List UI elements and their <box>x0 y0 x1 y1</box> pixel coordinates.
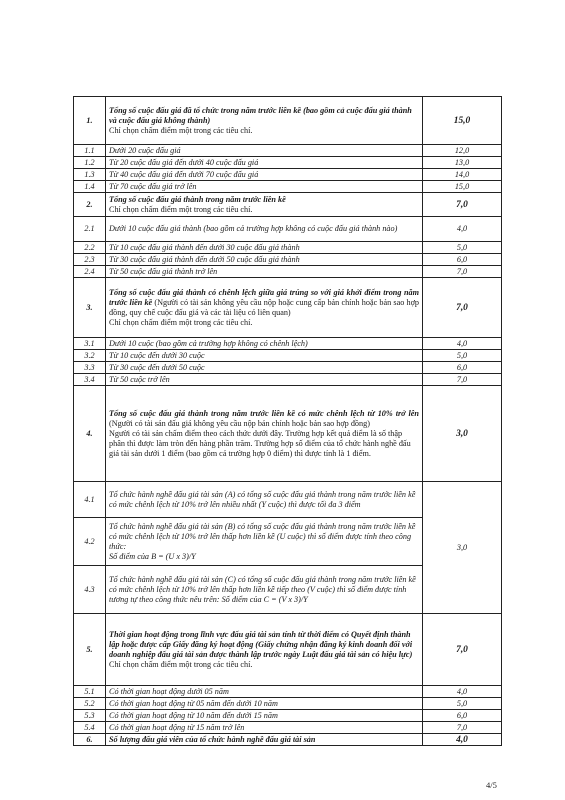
description-text: Dưới 10 cuộc (bao gồm cả trường hợp không có chênh lệch) <box>109 338 308 348</box>
criteria-description <box>106 242 423 254</box>
description-line <box>109 318 419 328</box>
description-line <box>109 363 419 373</box>
criteria-number: 1.4 <box>74 181 106 193</box>
criteria-points: 12,0 <box>423 145 502 157</box>
page-number: 4/5 <box>486 780 497 790</box>
description-text: Dưới 10 cuộc đấu giá thành (bao gồm cả trường hợp không có cuộc đấu giá thành nào) <box>109 224 398 233</box>
criteria-row-sub <box>74 698 502 710</box>
description-text: Chỉ chọn chấm điểm một trong các tiêu chí. <box>109 659 253 669</box>
criteria-row-main <box>74 386 502 482</box>
description-text: Từ 50 cuộc trở lên <box>109 374 170 384</box>
criteria-number: 5.2 <box>74 698 106 710</box>
criteria-points: 4,0 <box>423 217 502 242</box>
description-text: Từ 40 cuộc đấu giá đến dưới 70 cuộc đấu giá <box>109 169 259 179</box>
description-line <box>109 158 419 168</box>
criteria-description <box>106 722 423 734</box>
criteria-points: 6,0 <box>423 710 502 722</box>
criteria-number: 2.2 <box>74 242 106 254</box>
criteria-description <box>106 482 423 518</box>
criteria-number: 5.4 <box>74 722 106 734</box>
criteria-number: 3.1 <box>74 338 106 350</box>
description-line <box>109 195 419 205</box>
criteria-description <box>106 181 423 193</box>
description-text: Từ 30 cuộc đấu giá thành đến dưới 50 cuộc đấu giá thành <box>109 254 300 264</box>
criteria-description <box>106 374 423 386</box>
criteria-points: 4,0 <box>423 338 502 350</box>
criteria-number: 1.3 <box>74 169 106 181</box>
description-line <box>109 170 419 180</box>
description-text: Có thời gian hoạt động từ 10 năm đến dưới 15 năm <box>109 710 278 720</box>
criteria-points: 3,0 <box>423 482 502 614</box>
criteria-number: 4.2 <box>74 518 106 566</box>
criteria-description <box>106 278 423 338</box>
description-line <box>109 660 419 670</box>
description-text: Chỉ chọn chấm điểm một trong các tiêu chí. <box>109 204 253 214</box>
description-text: Tổng số cuộc đấu giá thành trong năm trước liền kề có mức chênh lệch từ 10% trở lên <box>109 408 419 418</box>
description-line <box>109 224 419 234</box>
criteria-description <box>106 566 423 614</box>
criteria-row-sub <box>74 482 502 518</box>
criteria-description <box>106 193 423 217</box>
criteria-description <box>106 254 423 266</box>
criteria-description <box>106 362 423 374</box>
criteria-table-body <box>74 97 502 746</box>
criteria-row-sub <box>74 145 502 157</box>
description-text: Có thời gian hoạt động từ 15 năm trở lên <box>109 722 245 732</box>
criteria-row-sub <box>74 181 502 193</box>
criteria-number: 4. <box>74 386 106 482</box>
description-text: Có thời gian hoạt động dưới 05 năm <box>109 686 229 696</box>
description-text: Số lượng đấu giá viên của tổ chức hành nghề đấu giá tài sản <box>109 734 316 744</box>
criteria-row-main <box>74 614 502 686</box>
description-line <box>109 522 419 552</box>
criteria-number: 2.4 <box>74 266 106 278</box>
criteria-points: 7,0 <box>423 374 502 386</box>
criteria-number: 1.1 <box>74 145 106 157</box>
criteria-row-sub <box>74 710 502 722</box>
criteria-table <box>73 96 502 746</box>
description-line <box>109 723 419 733</box>
description-line <box>109 630 419 660</box>
criteria-description <box>106 145 423 157</box>
criteria-row-main <box>74 278 502 338</box>
criteria-number: 5.1 <box>74 686 106 698</box>
criteria-number: 1. <box>74 97 106 145</box>
criteria-description <box>106 518 423 566</box>
description-text: Có thời gian hoạt động từ 05 năm đến dưới 10 năm <box>109 698 278 708</box>
criteria-points: 13,0 <box>423 157 502 169</box>
criteria-description <box>106 686 423 698</box>
criteria-points: 4,0 <box>423 734 502 746</box>
criteria-number: 4.1 <box>74 482 106 518</box>
criteria-row-sub <box>74 242 502 254</box>
description-line <box>109 375 419 385</box>
description-text: Tổ chức hành nghề đấu giá tài sản (A) có tổng số cuộc đấu giá thành trong năm trước liền kề có mức chênh lệch từ 10% trở lên nhiều nhất (Y cuộc) thì được tối đa 3 điểm <box>109 489 416 509</box>
criteria-points: 15,0 <box>423 97 502 145</box>
criteria-number: 3.3 <box>74 362 106 374</box>
criteria-points: 3,0 <box>423 386 502 482</box>
criteria-row-sub <box>74 254 502 266</box>
criteria-number: 5. <box>74 614 106 686</box>
description-text: Thời gian hoạt động trong lĩnh vực đấu giá tài sản tính từ thời điểm có Quyết định thành lập hoặc được cấp Giấy đăng ký hoạt động (Giấy chứng nhận đăng ký kinh doanh đối với doanh nghiệp đấu giá tài sản được thành lập trước ngày Luật đấu giá tài sản có hiệu lực) <box>109 629 413 659</box>
criteria-row-sub <box>74 169 502 181</box>
criteria-number: 3.2 <box>74 350 106 362</box>
criteria-points: 5,0 <box>423 698 502 710</box>
criteria-number: 1.2 <box>74 157 106 169</box>
criteria-description <box>106 350 423 362</box>
description-line <box>109 711 419 721</box>
criteria-description <box>106 157 423 169</box>
criteria-row-sub <box>74 338 502 350</box>
criteria-description <box>106 266 423 278</box>
description-line <box>109 429 419 459</box>
criteria-points: 14,0 <box>423 169 502 181</box>
criteria-description <box>106 97 423 145</box>
criteria-points: 15,0 <box>423 181 502 193</box>
criteria-row-main <box>74 97 502 145</box>
description-line <box>109 699 419 709</box>
description-line <box>109 735 419 745</box>
description-line <box>109 575 419 605</box>
description-text: Từ 20 cuộc đấu giá đến dưới 40 cuộc đấu giá <box>109 157 259 167</box>
criteria-number: 3. <box>74 278 106 338</box>
description-text: Dưới 20 cuộc đấu giá <box>109 145 181 155</box>
description-text: Tổng số cuộc đấu giá thành trong năm trước liền kề <box>109 194 286 204</box>
criteria-points: 7,0 <box>423 614 502 686</box>
criteria-number: 6. <box>74 734 106 746</box>
description-text: Chỉ chọn chấm điểm một trong các tiêu chí. <box>109 317 253 327</box>
description-note: (Người có tài sản không yêu cầu nộp hoặc cung cấp bản chính hoặc bản sao hợp đồng, quy chế cuộc đấu giá và các tài liệu có liên quan) <box>109 297 419 317</box>
criteria-description <box>106 386 423 482</box>
criteria-number: 2.3 <box>74 254 106 266</box>
criteria-description <box>106 217 423 242</box>
criteria-points: 6,0 <box>423 362 502 374</box>
criteria-points: 5,0 <box>423 350 502 362</box>
description-text: Tổng số cuộc đấu giá thành có chênh lệch giữa giá trúng so với giá khởi điểm trong năm trước liền kề <box>109 287 419 307</box>
description-line <box>109 182 419 192</box>
criteria-row-sub <box>74 686 502 698</box>
criteria-description <box>106 338 423 350</box>
description-line <box>109 106 419 126</box>
description-line <box>109 687 419 697</box>
description-text: Từ 10 cuộc đến dưới 30 cuộc <box>109 350 205 360</box>
criteria-points: 5,0 <box>423 242 502 254</box>
description-line <box>109 288 419 318</box>
criteria-description <box>106 734 423 746</box>
criteria-row-main <box>74 734 502 746</box>
description-line <box>109 205 419 215</box>
description-line <box>109 243 419 253</box>
criteria-points: 7,0 <box>423 278 502 338</box>
criteria-row-sub <box>74 217 502 242</box>
description-text: Số điểm của B = (U x 3)/Y <box>109 551 196 561</box>
description-note: (Người có tài sản đấu giá không yêu cầu nộp bản chính hoặc bản sao hợp đồng) <box>109 418 370 428</box>
criteria-description <box>106 614 423 686</box>
criteria-row-sub <box>74 722 502 734</box>
description-line <box>109 126 419 136</box>
criteria-row-main <box>74 193 502 217</box>
description-line <box>109 351 419 361</box>
description-line <box>109 490 419 510</box>
criteria-number: 4.3 <box>74 566 106 614</box>
criteria-description <box>106 169 423 181</box>
description-line <box>109 409 419 429</box>
description-text: Từ 70 cuộc đấu giá trở lên <box>109 181 197 191</box>
description-text: Tổng số cuộc đấu giá đã tổ chức trong năm trước liền kề (bao gồm cả cuộc đấu giá thành và cuộc đấu giá không thành) <box>109 105 412 125</box>
description-line <box>109 255 419 265</box>
description-text: Từ 30 cuộc đến dưới 50 cuộc <box>109 362 205 372</box>
description-text: Tổ chức hành nghề đấu giá tài sản (C) có tổng số cuộc đấu giá thành trong năm trước liền kề có mức chênh lệch từ 10% trở lên thấp hơn liền kề tiếp theo (V cuộc) thì số điểm được tính tương tự theo công thức nêu trên: Số điểm của C = (V x 3)/Y <box>109 574 416 604</box>
criteria-points: 7,0 <box>423 266 502 278</box>
criteria-number: 2. <box>74 193 106 217</box>
description-line <box>109 267 419 277</box>
criteria-row-sub <box>74 374 502 386</box>
criteria-number: 5.3 <box>74 710 106 722</box>
criteria-description <box>106 698 423 710</box>
criteria-points: 7,0 <box>423 193 502 217</box>
description-text: Chỉ chọn chấm điểm một trong các tiêu chí. <box>109 125 253 135</box>
description-line <box>109 146 419 156</box>
criteria-points: 7,0 <box>423 722 502 734</box>
description-text: Từ 10 cuộc đấu giá thành đến dưới 30 cuộc đấu giá thành <box>109 242 300 252</box>
criteria-number: 3.4 <box>74 374 106 386</box>
description-text: Tổ chức hành nghề đấu giá tài sản (B) có tổng số cuộc đấu giá thành trong năm trước liền kề có mức chênh lệch từ 10% trở lên thấp hơn liền kề (U cuộc) thì số điểm được tính theo công thức: <box>109 521 416 551</box>
description-text: Từ 50 cuộc đấu giá thành trở lên <box>109 266 218 276</box>
criteria-description <box>106 710 423 722</box>
criteria-row-sub <box>74 350 502 362</box>
criteria-points: 6,0 <box>423 254 502 266</box>
criteria-row-sub <box>74 362 502 374</box>
description-line <box>109 339 419 349</box>
criteria-points: 4,0 <box>423 686 502 698</box>
criteria-number: 2.1 <box>74 217 106 242</box>
description-text: Người có tài sản chấm điểm theo cách thức dưới đây. Trường hợp kết quả điểm là số thập phân thì được làm tròn đến hàng phần trăm. Trường hợp số điểm của tổ chức hành nghề đấu giá tài sản dưới 1 điểm (bao gồm cả trường hợp 0 điểm) thì được tính là 1 điểm. <box>109 428 411 458</box>
criteria-row-sub <box>74 157 502 169</box>
criteria-row-sub <box>74 266 502 278</box>
description-line <box>109 552 419 562</box>
